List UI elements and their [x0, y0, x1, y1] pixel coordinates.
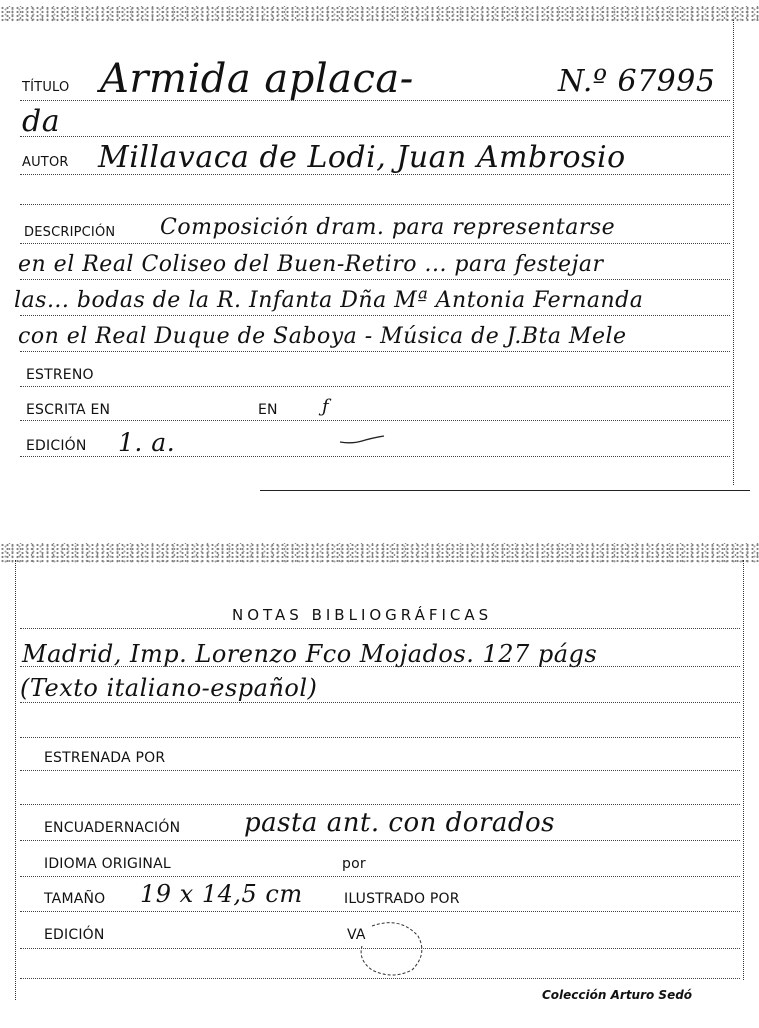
estrenada-por-label: ESTRENADA POR — [44, 750, 166, 766]
blank-line-bottom-1 — [20, 804, 740, 805]
titulo-value-continued: da — [22, 104, 61, 139]
ink-circle-mark — [352, 918, 432, 980]
edicion-line-bottom — [20, 948, 740, 949]
estreno-line — [20, 386, 730, 387]
ilustrado-por-label: ILUSTRADO POR — [344, 891, 460, 907]
blank-line — [20, 204, 730, 205]
notes-line-1: Madrid, Imp. Lorenzo Fco Mojados. 127 págs — [22, 640, 598, 668]
top-card-right-border — [733, 20, 734, 485]
bottom-card-left-border — [15, 560, 16, 1000]
por-label: por — [342, 856, 366, 872]
bottom-card-scan-noise — [0, 543, 759, 563]
autor-value: Millavaca de Lodi, Juan Ambrosio — [98, 140, 626, 175]
tamano-label: TAMAÑO — [44, 891, 106, 907]
autor-line — [20, 174, 730, 175]
encuadernacion-label: ENCUADERNACIÓN — [44, 820, 181, 836]
top-card-scan-noise — [0, 6, 759, 22]
edicion-value-top: 1. a. — [118, 428, 176, 457]
notas-header-line — [20, 628, 740, 629]
catalog-number: N.º 67995 — [558, 64, 716, 99]
encuadernacion-line — [20, 840, 740, 841]
bottom-card-right-border — [743, 560, 744, 980]
tamano-value: 19 x 14,5 cm — [140, 880, 303, 908]
edicion-label-top: EDICIÓN — [26, 438, 87, 454]
escrita-line — [20, 420, 730, 421]
edicion-label-bottom: EDICIÓN — [44, 927, 105, 943]
descripcion-line-4: con el Real Duque de Saboya - Música de J.Bta Mele — [18, 324, 627, 349]
notes-rule-1 — [20, 666, 740, 667]
final-rule — [20, 978, 740, 979]
edicion-line-top — [20, 456, 730, 457]
en-label: EN — [258, 402, 278, 418]
flourish-stroke — [340, 436, 384, 443]
estrenada-line — [20, 770, 740, 771]
en-mark: ƒ — [322, 396, 330, 417]
descripcion-rule-3 — [20, 315, 730, 316]
descripcion-line-1: Composición dram. para representarse — [160, 215, 616, 240]
descripcion-line-3: las... bodas de la R. Infanta Dña Mª Antonia Fernanda — [14, 288, 644, 313]
autor-label: AUTOR — [22, 155, 69, 170]
tamano-line — [20, 911, 740, 912]
idioma-original-label: IDIOMA ORIGINAL — [44, 856, 171, 872]
notes-rule-3 — [20, 737, 740, 738]
top-card-cut-edge — [260, 490, 750, 491]
escrita-en-label: ESCRITA EN — [26, 402, 111, 418]
idioma-line — [20, 876, 740, 877]
descripcion-line-2: en el Real Coliseo del Buen-Retiro ... para festejar — [18, 252, 604, 277]
descripcion-rule-2 — [20, 279, 730, 280]
descripcion-rule-4 — [20, 351, 730, 352]
edicion-flourish — [338, 432, 388, 446]
descripcion-label: DESCRIPCIÓN — [24, 225, 116, 240]
encuadernacion-value: pasta ant. con dorados — [244, 808, 556, 838]
descripcion-rule-1 — [20, 243, 730, 244]
titulo-value: Armida aplaca- — [100, 56, 414, 102]
va-label: VA — [347, 927, 366, 943]
notes-line-2: (Texto italiano-español) — [20, 674, 318, 702]
estreno-label: ESTRENO — [26, 367, 94, 383]
titulo-label: TÍTULO — [22, 80, 70, 95]
collection-credit: Colección Arturo Sedó — [542, 988, 693, 1002]
titulo-line — [20, 100, 730, 101]
notas-bibliograficas-header: NOTAS BIBLIOGRÁFICAS — [232, 606, 493, 624]
notes-rule-2 — [20, 702, 740, 703]
titulo-line-2 — [20, 136, 730, 137]
